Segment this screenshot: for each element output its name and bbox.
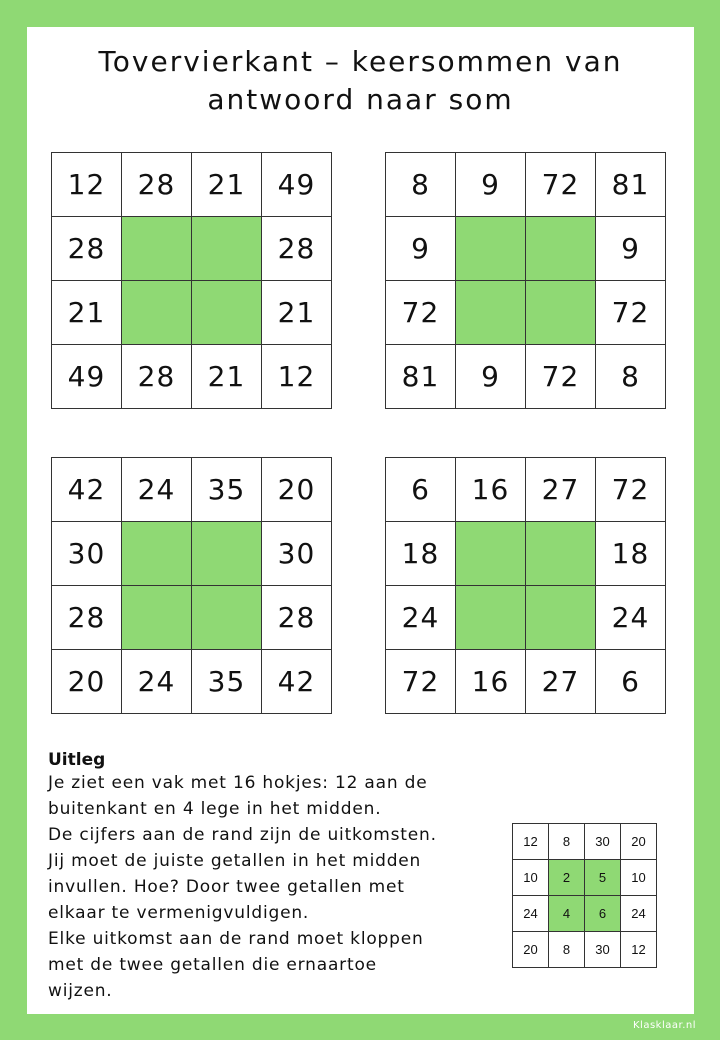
grid-row — [386, 281, 666, 345]
grid-row — [52, 153, 332, 217]
empty-center-cell[interactable] — [192, 522, 262, 586]
explanation-line: met de twee getallen die ernaartoe — [48, 955, 377, 975]
magic-square-1 — [51, 152, 332, 409]
empty-center-cell[interactable] — [526, 217, 596, 281]
grid-row — [386, 522, 666, 586]
example-edge-cell: 24 — [621, 896, 657, 932]
edge-cell: 18 — [596, 522, 666, 586]
example-center-cell: 2 — [549, 860, 585, 896]
example-edge-cell: 20 — [513, 932, 549, 968]
grid-row — [52, 522, 332, 586]
empty-center-cell[interactable] — [526, 522, 596, 586]
explanation-line: Elke uitkomst aan de rand moet kloppen — [48, 929, 424, 949]
edge-cell: 9 — [596, 217, 666, 281]
empty-center-cell[interactable] — [192, 281, 262, 345]
edge-cell: 8 — [596, 345, 666, 409]
edge-cell: 35 — [192, 458, 262, 522]
edge-cell: 72 — [386, 650, 456, 714]
edge-cell: 72 — [596, 281, 666, 345]
grid-row — [386, 586, 666, 650]
grid-row — [386, 650, 666, 714]
empty-center-cell[interactable] — [122, 586, 192, 650]
edge-cell: 9 — [456, 153, 526, 217]
example-center-cell: 4 — [549, 896, 585, 932]
magic-square-2 — [385, 152, 666, 409]
edge-cell: 21 — [192, 153, 262, 217]
edge-cell: 21 — [52, 281, 122, 345]
edge-cell: 27 — [526, 650, 596, 714]
example-row — [513, 860, 657, 896]
edge-cell: 28 — [52, 217, 122, 281]
explanation-line: elkaar te vermenigvuldigen. — [48, 903, 310, 923]
edge-cell: 24 — [122, 458, 192, 522]
grid-row — [52, 586, 332, 650]
edge-cell: 42 — [52, 458, 122, 522]
example-row — [513, 824, 657, 860]
edge-cell: 72 — [386, 281, 456, 345]
magic-square-4 — [385, 457, 666, 714]
edge-cell: 6 — [386, 458, 456, 522]
worksheet-page — [27, 27, 694, 1014]
edge-cell: 21 — [192, 345, 262, 409]
explanation-line: buitenkant en 4 lege in het midden. — [48, 799, 382, 819]
explanation-line: De cijfers aan de rand zijn de uitkomsten. — [48, 825, 437, 845]
example-edge-cell: 12 — [621, 932, 657, 968]
explanation-line: Je ziet een vak met 16 hokjes: 12 aan de — [48, 773, 428, 793]
edge-cell: 81 — [596, 153, 666, 217]
edge-cell: 72 — [526, 345, 596, 409]
example-edge-cell: 30 — [585, 932, 621, 968]
example-edge-cell: 24 — [513, 896, 549, 932]
example-square — [512, 823, 657, 968]
title-line-2: antwoord naar som — [207, 83, 514, 116]
empty-center-cell[interactable] — [456, 217, 526, 281]
edge-cell: 24 — [122, 650, 192, 714]
grid-row — [386, 217, 666, 281]
edge-cell: 20 — [52, 650, 122, 714]
empty-center-cell[interactable] — [122, 522, 192, 586]
edge-cell: 72 — [596, 458, 666, 522]
empty-center-cell[interactable] — [192, 586, 262, 650]
magic-square-3 — [51, 457, 332, 714]
explanation-line: invullen. Hoe? Door twee getallen met — [48, 877, 405, 897]
grid-row — [52, 281, 332, 345]
grid-row — [386, 458, 666, 522]
explanation-heading: Uitleg — [48, 750, 106, 770]
empty-center-cell[interactable] — [456, 586, 526, 650]
explanation-line: wijzen. — [48, 981, 113, 1001]
edge-cell: 28 — [262, 586, 332, 650]
title-line-1: Tovervierkant – keersommen van — [98, 45, 623, 78]
empty-center-cell[interactable] — [456, 522, 526, 586]
example-edge-cell: 20 — [621, 824, 657, 860]
empty-center-cell[interactable] — [122, 217, 192, 281]
edge-cell: 49 — [52, 345, 122, 409]
example-edge-cell: 8 — [549, 932, 585, 968]
edge-cell: 21 — [262, 281, 332, 345]
edge-cell: 18 — [386, 522, 456, 586]
edge-cell: 20 — [262, 458, 332, 522]
example-edge-cell: 12 — [513, 824, 549, 860]
edge-cell: 30 — [52, 522, 122, 586]
empty-center-cell[interactable] — [122, 281, 192, 345]
empty-center-cell[interactable] — [526, 586, 596, 650]
edge-cell: 28 — [52, 586, 122, 650]
edge-cell: 35 — [192, 650, 262, 714]
edge-cell: 16 — [456, 650, 526, 714]
footer-brand: Klasklaar.nl — [633, 1020, 696, 1031]
example-row — [513, 896, 657, 932]
edge-cell: 24 — [596, 586, 666, 650]
grid-row — [386, 153, 666, 217]
edge-cell: 49 — [262, 153, 332, 217]
example-center-cell: 5 — [585, 860, 621, 896]
edge-cell: 28 — [262, 217, 332, 281]
grid-row — [386, 345, 666, 409]
edge-cell: 81 — [386, 345, 456, 409]
example-edge-cell: 8 — [549, 824, 585, 860]
edge-cell: 42 — [262, 650, 332, 714]
explanation-line: Jij moet de juiste getallen in het midden — [48, 851, 422, 871]
example-center-cell: 6 — [585, 896, 621, 932]
edge-cell: 72 — [526, 153, 596, 217]
edge-cell: 12 — [262, 345, 332, 409]
grid-row — [52, 458, 332, 522]
edge-cell: 30 — [262, 522, 332, 586]
example-edge-cell: 10 — [513, 860, 549, 896]
edge-cell: 12 — [52, 153, 122, 217]
grid-row — [52, 217, 332, 281]
edge-cell: 28 — [122, 345, 192, 409]
edge-cell: 27 — [526, 458, 596, 522]
edge-cell: 16 — [456, 458, 526, 522]
empty-center-cell[interactable] — [456, 281, 526, 345]
edge-cell: 24 — [386, 586, 456, 650]
empty-center-cell[interactable] — [192, 217, 262, 281]
empty-center-cell[interactable] — [526, 281, 596, 345]
edge-cell: 9 — [386, 217, 456, 281]
edge-cell: 6 — [596, 650, 666, 714]
edge-cell: 28 — [122, 153, 192, 217]
edge-cell: 8 — [386, 153, 456, 217]
grid-row — [52, 345, 332, 409]
edge-cell: 9 — [456, 345, 526, 409]
example-edge-cell: 10 — [621, 860, 657, 896]
example-edge-cell: 30 — [585, 824, 621, 860]
grid-row — [52, 650, 332, 714]
example-row — [513, 932, 657, 968]
worksheet-title — [27, 43, 694, 119]
